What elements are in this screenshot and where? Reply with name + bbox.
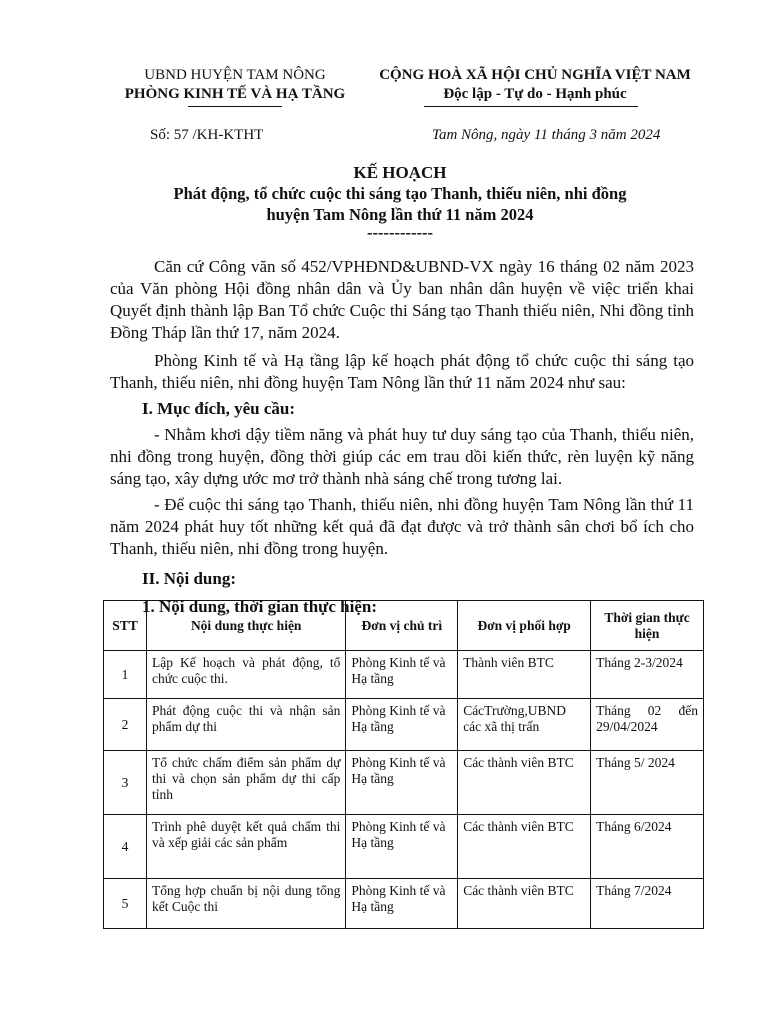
org-name-line1: UBND HUYỆN TAM NÔNG [144, 67, 326, 83]
org-name-line2: PHÒNG KINH TẾ VÀ HẠ TẦNG [124, 86, 346, 102]
table-cell: 2 [104, 699, 147, 751]
table-cell: Tháng 2-3/2024 [591, 651, 704, 699]
paragraph-intro: Phòng Kinh tế và Hạ tầng lập kế hoạch phát động tổ chức cuộc thi sáng tạo Thanh, thiếu niên, nhi đồng huyện Tam Nông lần thứ 11 năm 2024 như sau: [110, 351, 694, 392]
column-header: Đơn vị chủ trì [346, 601, 458, 651]
table-cell: 3 [104, 751, 147, 815]
table-cell: Tổ chức chấm điểm sản phẩm dự thi và chọn sản phẩm dự thi cấp tỉnh [146, 751, 345, 815]
table-cell: Tháng 02 đến 29/04/2024 [591, 699, 704, 751]
document-subtitle-line1: Phát động, tổ chức cuộc thi sáng tạo Thanh, thiếu niên, nhi đồng [173, 184, 627, 203]
table-cell: Tháng 5/ 2024 [591, 751, 704, 815]
table-cell: Phòng Kinh tế và Hạ tầng [346, 699, 458, 751]
document-date: Tam Nông, ngày 11 tháng 3 năm 2024 [432, 127, 661, 143]
column-header: Đơn vị phối hợp [458, 601, 591, 651]
table-cell: Phòng Kinh tế và Hạ tầng [346, 751, 458, 815]
document-title: KẾ HOẠCH [353, 163, 447, 182]
document-body [110, 256, 694, 622]
paragraph-purpose-2: - Để cuộc thi sáng tạo Thanh, thiếu niên, nhi đồng huyện Tam Nông lần thứ 11 năm 2024 phát huy tốt những kết quả đã đạt được và trở thành sân chơi bổ ích cho Thanh, thiếu niên, nhi đồng trong huyện. [110, 495, 694, 558]
table-row [104, 699, 704, 751]
document-number: Số: 57 /KH-KTHT [150, 127, 264, 143]
national-motto [368, 66, 702, 104]
table-cell: Phòng Kinh tế và Hạ tầng [346, 815, 458, 879]
table-cell: Lập Kế hoạch và phát động, tổ chức cuộc thi. [146, 651, 345, 699]
table-cell: Phòng Kinh tế và Hạ tầng [346, 651, 458, 699]
table-row [104, 815, 704, 879]
schedule-table [103, 600, 704, 929]
subsection-heading-schedule: 1. Nội dung, thời gian thực hiện: [142, 597, 377, 616]
section-heading-purpose: I. Mục đích, yêu cầu: [142, 399, 295, 418]
table-header-row [104, 601, 704, 651]
table-cell: Các thành viên BTC [458, 879, 591, 929]
table-cell: Tháng 6/2024 [591, 815, 704, 879]
table-cell: 5 [104, 879, 147, 929]
table-cell: Các thành viên BTC [458, 751, 591, 815]
column-header: Nội dung thực hiện [146, 601, 345, 651]
table-row [104, 651, 704, 699]
org-underline [188, 106, 282, 107]
document-title-block [100, 162, 700, 241]
motto: Độc lập - Tự do - Hạnh phúc [443, 86, 627, 102]
table-row [104, 879, 704, 929]
table-cell: Tháng 7/2024 [591, 879, 704, 929]
paragraph-legal-basis: Căn cứ Công văn số 452/VPHĐND&UBND-VX ngày 16 tháng 02 năm 2023 của Văn phòng Hội đồng nhân dân và Ủy ban nhân dân huyện về việc triển khai Quyết định thành lập Ban Tổ chức Cuộc thi Sáng tạo Thanh thiếu niên, Nhi đồng tỉnh Đồng Tháp lần thứ 17, năm 2024. [110, 257, 694, 342]
column-header: Thời gian thực hiện [591, 601, 704, 651]
table-cell: Các thành viên BTC [458, 815, 591, 879]
table-cell: Trình phê duyệt kết quả chấm thi và xếp giải các sản phẩm [146, 815, 345, 879]
column-header: STT [104, 601, 147, 651]
section-heading-content: II. Nội dung: [142, 569, 237, 588]
motto-underline [424, 106, 638, 107]
table-cell: 1 [104, 651, 147, 699]
table-row [104, 751, 704, 815]
table-cell: Phòng Kinh tế và Hạ tầng [346, 879, 458, 929]
document-subtitle-line2: huyện Tam Nông lần thứ 11 năm 2024 [266, 205, 534, 224]
table-cell: Thành viên BTC [458, 651, 591, 699]
table-cell: 4 [104, 815, 147, 879]
title-separator: ------------ [367, 223, 433, 242]
paragraph-purpose-1: - Nhằm khơi dậy tiềm năng và phát huy tư duy sáng tạo của Thanh, thiếu niên, nhi đồng trong huyện, đồng thời giúp các em trau dồi kiến thức, rèn luyện kỹ năng sáng tạo, xây dựng ước mơ trở thành nhà sáng chế trong tương lai. [110, 425, 694, 488]
table-cell: CácTrường,UBND các xã thị trấn [458, 699, 591, 751]
table-cell: Tổng hợp chuẩn bị nội dung tổng kết Cuộc thi [146, 879, 345, 929]
nation-name: CỘNG HOÀ XÃ HỘI CHỦ NGHĨA VIỆT NAM [379, 67, 691, 83]
issuing-authority [100, 66, 370, 104]
table-cell: Phát động cuộc thi và nhận sản phẩm dự thi [146, 699, 345, 751]
